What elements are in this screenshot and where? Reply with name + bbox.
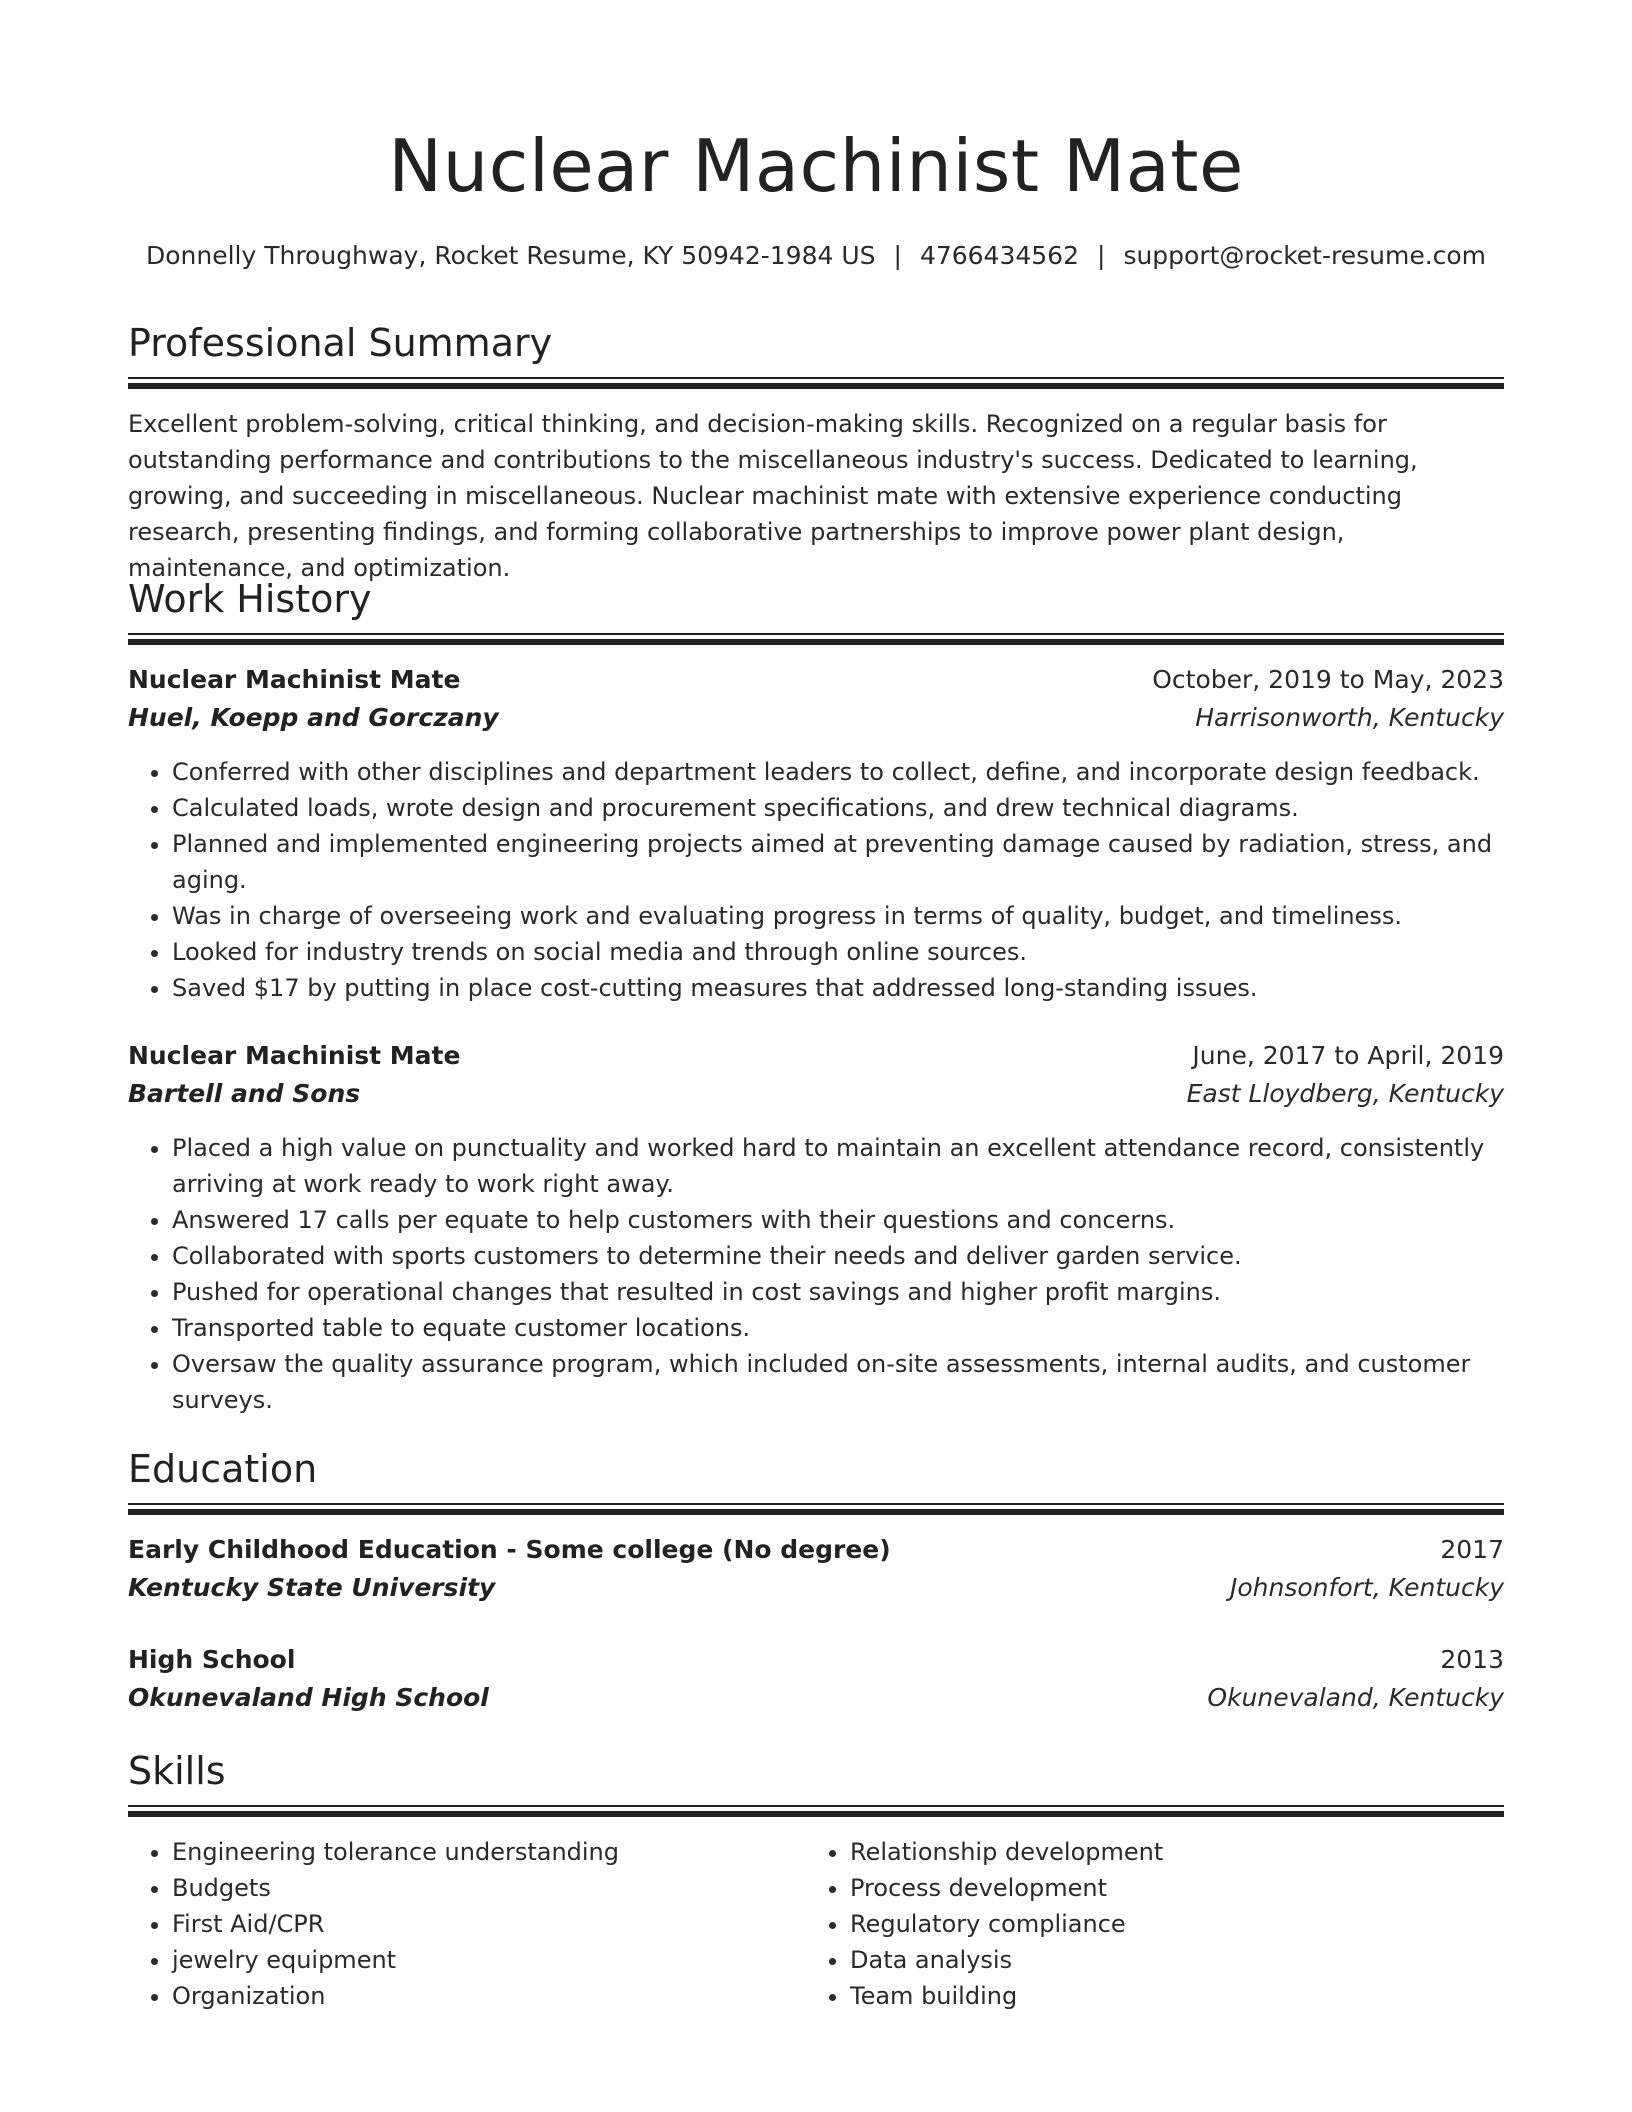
work-history-heading: Work History bbox=[128, 577, 372, 621]
list-item: • Answered 17 calls per equate to help customers with their questions and concerns. bbox=[172, 1202, 1504, 1238]
skill-item: • Relationship development bbox=[850, 1834, 1470, 1870]
job-subheader bbox=[128, 700, 1504, 736]
company-name: Huel, Koepp and Gorczany bbox=[128, 703, 499, 732]
separator: | bbox=[1097, 241, 1106, 270]
skills-heading: Skills bbox=[128, 1749, 226, 1793]
list-item: • Looked for industry trends on social media and through online sources. bbox=[172, 934, 1504, 970]
skill-item: • Organization bbox=[172, 1978, 792, 2014]
education-header bbox=[128, 1642, 1504, 1678]
job-dates: June, 2017 to April, 2019 bbox=[1192, 1041, 1504, 1070]
list-item: • Planned and implemented engineering projects aimed at preventing damage caused by radiation, stress, and aging. bbox=[172, 826, 1504, 898]
skill-item: • Budgets bbox=[172, 1870, 792, 1906]
contact-line bbox=[92, 238, 1540, 274]
school-location: Okunevaland, Kentucky bbox=[1207, 1683, 1504, 1712]
job-bullets bbox=[128, 754, 1504, 1006]
job-header bbox=[128, 1038, 1504, 1074]
degree: High School bbox=[128, 1645, 296, 1674]
list-item: • Conferred with other disciplines and department leaders to collect, define, and incorporate design feedback. bbox=[172, 754, 1504, 790]
list-item: • Collaborated with sports customers to determine their needs and deliver garden service. bbox=[172, 1238, 1504, 1274]
skill-item: • jewelry equipment bbox=[172, 1942, 792, 1978]
address: Donnelly Throughway, Rocket Resume, KY 50942-1984 US bbox=[145, 241, 876, 270]
section-divider bbox=[128, 1805, 1504, 1817]
job-bullets bbox=[128, 1130, 1504, 1418]
separator: | bbox=[893, 241, 902, 270]
job-location: East Lloydberg, Kentucky bbox=[1186, 1079, 1504, 1108]
section-divider bbox=[128, 1503, 1504, 1515]
list-item: • Placed a high value on punctuality and worked hard to maintain an excellent attendance record, consistently arriving at work ready to work right away. bbox=[172, 1130, 1504, 1202]
list-item: • Saved $17 by putting in place cost-cutting measures that addressed long-standing issues. bbox=[172, 970, 1504, 1006]
job-header bbox=[128, 662, 1504, 698]
list-item: • Pushed for operational changes that resulted in cost savings and higher profit margins. bbox=[172, 1274, 1504, 1310]
graduation-year: 2017 bbox=[1440, 1535, 1504, 1564]
job-dates: October, 2019 to May, 2023 bbox=[1152, 665, 1504, 694]
education-header bbox=[128, 1532, 1504, 1568]
list-item: • Calculated loads, wrote design and procurement specifications, and drew technical diagrams. bbox=[172, 790, 1504, 826]
skills-list-right bbox=[806, 1834, 1470, 2014]
candidate-name: Nuclear Machinist Mate bbox=[388, 124, 1244, 208]
list-item: • Transported table to equate customer locations. bbox=[172, 1310, 1504, 1346]
company-name: Bartell and Sons bbox=[128, 1079, 361, 1108]
list-item: • Oversaw the quality assurance program, which included on-site assessments, internal audits, and customer surveys. bbox=[172, 1346, 1504, 1418]
skill-item: • Team building bbox=[850, 1978, 1470, 2014]
job-title: Nuclear Machinist Mate bbox=[128, 1041, 461, 1070]
skills-list-left bbox=[128, 1834, 792, 2014]
skill-item: • Regulatory compliance bbox=[850, 1906, 1470, 1942]
skill-item: • Data analysis bbox=[850, 1942, 1470, 1978]
education-subheader bbox=[128, 1570, 1504, 1606]
list-item: • Was in charge of overseeing work and evaluating progress in terms of quality, budget, and timeliness. bbox=[172, 898, 1504, 934]
school-location: Johnsonfort, Kentucky bbox=[1230, 1573, 1504, 1602]
job-location: Harrisonworth, Kentucky bbox=[1195, 703, 1504, 732]
graduation-year: 2013 bbox=[1440, 1645, 1504, 1674]
summary-heading: Professional Summary bbox=[128, 321, 553, 365]
school-name: Okunevaland High School bbox=[128, 1683, 489, 1712]
summary-text: Excellent problem-solving, critical thinking, and decision-making skills. Recognized on a regular basis for outstanding performance and contributions to the miscellaneous industry's success. Dedicated to learning, growing, and succeeding in miscellaneous. Nuclear machinist mate with extensive experience conducting research, presenting findings, and forming collaborative partnerships to improve power plant design, maintenance, and optimization. bbox=[128, 410, 1418, 582]
school-name: Kentucky State University bbox=[128, 1573, 496, 1602]
skill-item: • Engineering tolerance understanding bbox=[172, 1834, 792, 1870]
skill-item: • Process development bbox=[850, 1870, 1470, 1906]
section-divider bbox=[128, 633, 1504, 645]
degree: Early Childhood Education - Some college (No degree) bbox=[128, 1535, 891, 1564]
phone: 4766434562 bbox=[919, 241, 1079, 270]
education-heading: Education bbox=[128, 1447, 318, 1491]
job-title: Nuclear Machinist Mate bbox=[128, 665, 461, 694]
job-subheader bbox=[128, 1076, 1504, 1112]
section-divider bbox=[128, 377, 1504, 389]
skill-item: • First Aid/CPR bbox=[172, 1906, 792, 1942]
email: support@rocket-resume.com bbox=[1123, 241, 1487, 270]
education-subheader bbox=[128, 1680, 1504, 1716]
